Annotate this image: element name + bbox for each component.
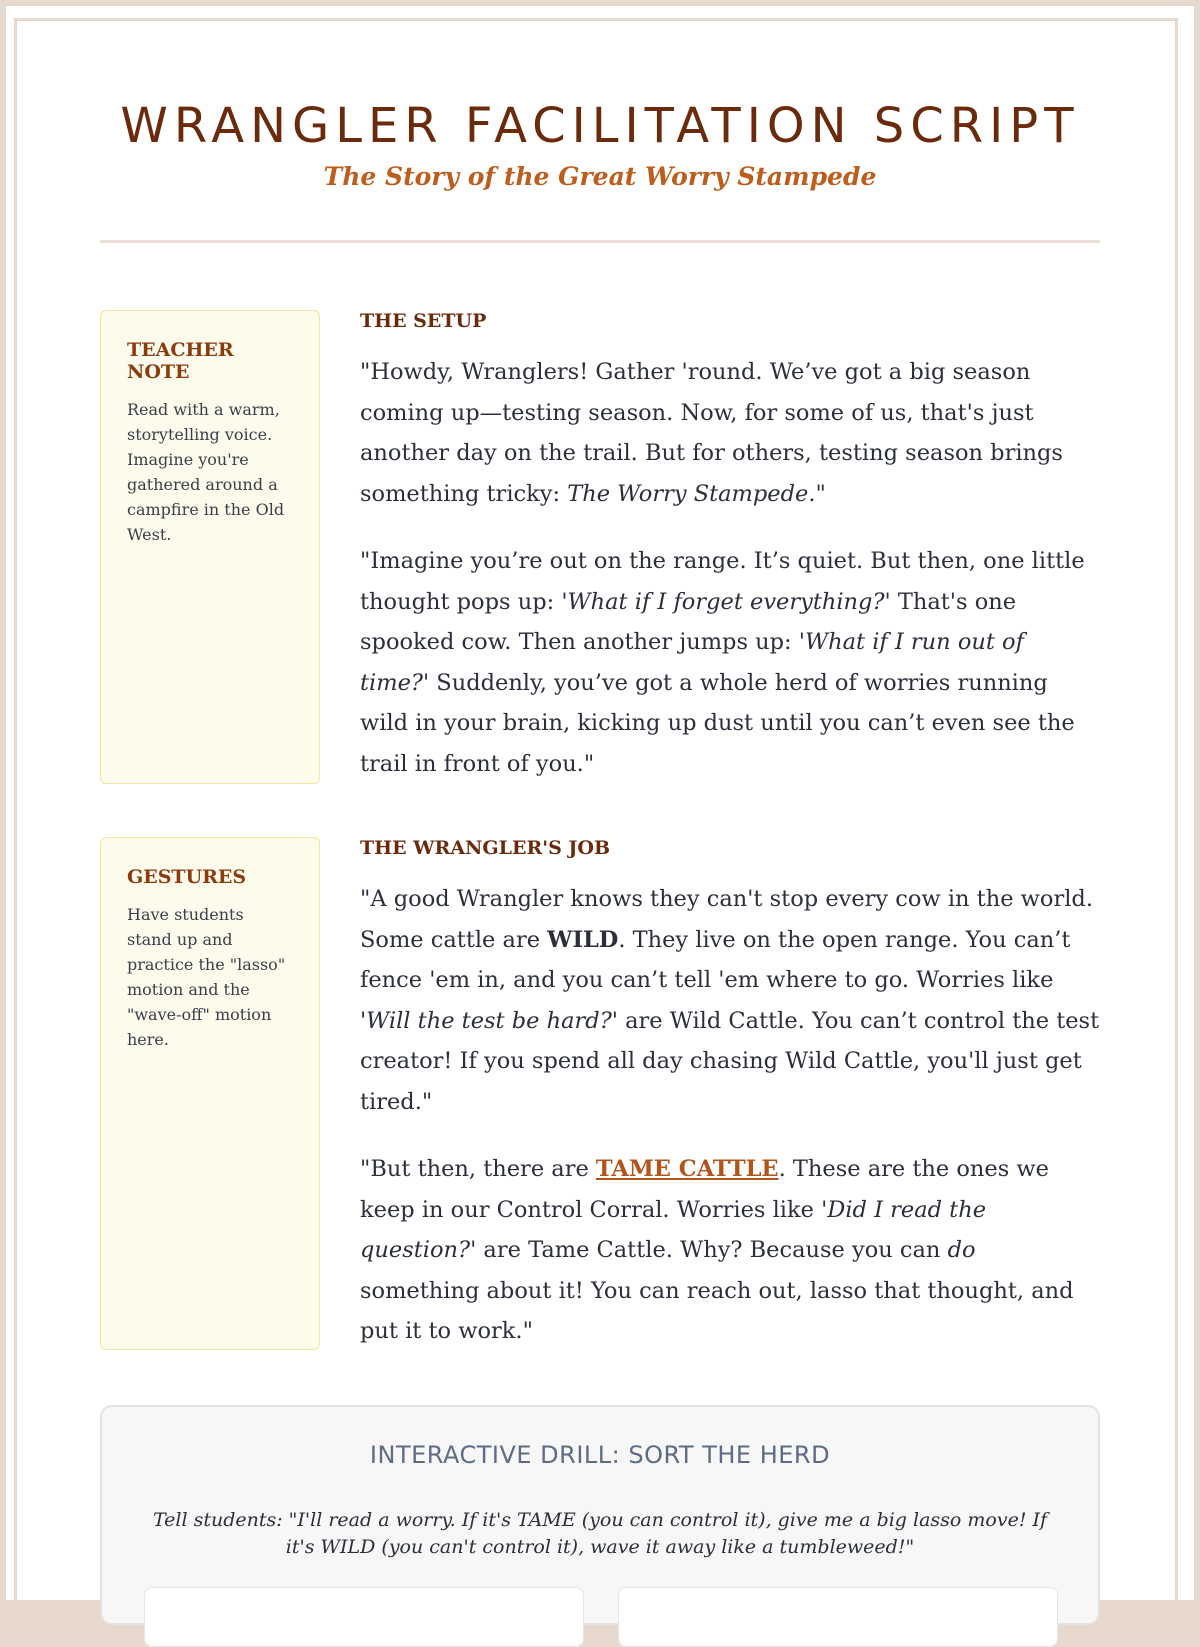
- job-paragraph-2: "But then, there are TAME CATTLE. These are the ones we keep in our Control Corral. Worries like 'Did I read the question?' are Tame Cattle. Why? Because you can do something about it! You can reach out, lasso that thought, and put it to work.": [360, 1156, 1074, 1344]
- section-heading-wranglers-job: THE WRANGLER'S JOB: [360, 837, 611, 859]
- emphasis-run-out: 'What if I run out of time?': [360, 629, 1024, 696]
- interactive-drill-panel: [100, 1405, 1100, 1625]
- tame-cattle-highlight: TAME CATTLE: [595, 1156, 779, 1182]
- header-divider: [100, 240, 1100, 243]
- drill-title: INTERACTIVE DRILL: SORT THE HERD: [369, 1441, 831, 1469]
- gestures-note-heading: GESTURES: [127, 866, 247, 888]
- setup-paragraph-2: "Imagine you’re out on the range. It’s quiet. But then, one little thought pops up: 'What if I forget everything?' That's one spooked cow. Then another jumps up: 'What if I run out of time?' Suddenly, you’ve got a whole herd of worries running wild in your brain, kicking up dust until you can’t even see the trail in front of you.": [360, 548, 1085, 777]
- gestures-note-text: Have students stand up and practice the "lasso" motion and the "wave-off" motion here.: [127, 905, 286, 1049]
- page-subtitle: The Story of the Great Worry Stampede: [323, 162, 877, 191]
- tame-sort-box: [144, 1587, 584, 1647]
- emphasis-forget: 'What if I forget everything?': [561, 588, 891, 615]
- section-wranglers-job: [360, 837, 1100, 1352]
- gestures-note-box: [100, 837, 320, 1350]
- section-setup: [360, 310, 1100, 784]
- page-border: [14, 18, 1178, 1600]
- emphasis-wild: WILD: [547, 926, 619, 953]
- wild-sort-box: [618, 1587, 1058, 1647]
- emphasis-do: do: [947, 1237, 976, 1263]
- section-heading-setup: THE SETUP: [360, 310, 487, 332]
- setup-paragraph-1: "Howdy, Wranglers! Gather 'round. We’ve got a big season coming up—testing season. Now, for some of us, that's just another day on the trail. But for others, testing season brings something tricky: The Worry Stampede.": [360, 359, 1063, 507]
- job-paragraph-1: "A good Wrangler knows they can't stop every cow in the world. Some cattle are WILD. They live on the open range. You can’t fence 'em in, and you can’t tell 'em where to go. Worries like 'Will the test be hard?' are Wild Cattle. You can’t control the test creator! If you spend all day chasing Wild Cattle, you'll just get tired.": [360, 886, 1100, 1115]
- teacher-note-text: Read with a warm, storytelling voice. Imagine you're gathered around a campfire in the Old West.: [127, 400, 285, 544]
- page-title: WRANGLER FACILITATION SCRIPT: [120, 98, 1080, 154]
- emphasis-test-hard: 'Will the test be hard?': [360, 1007, 618, 1034]
- teacher-note-box: [100, 310, 320, 784]
- drill-instructions: Tell students: "I'll read a worry. If it's TAME (you can control it), give me a big lasso move! If it's WILD (you can't control it), wave it away like a tumbleweed!": [152, 1509, 1048, 1558]
- emphasis-read-question: 'Did I read the question?': [360, 1196, 987, 1263]
- teacher-note-heading: TEACHER NOTE: [127, 339, 234, 383]
- emphasis-worry-stampede: The Worry Stampede.: [567, 480, 816, 507]
- page-background: [6, 6, 1194, 1600]
